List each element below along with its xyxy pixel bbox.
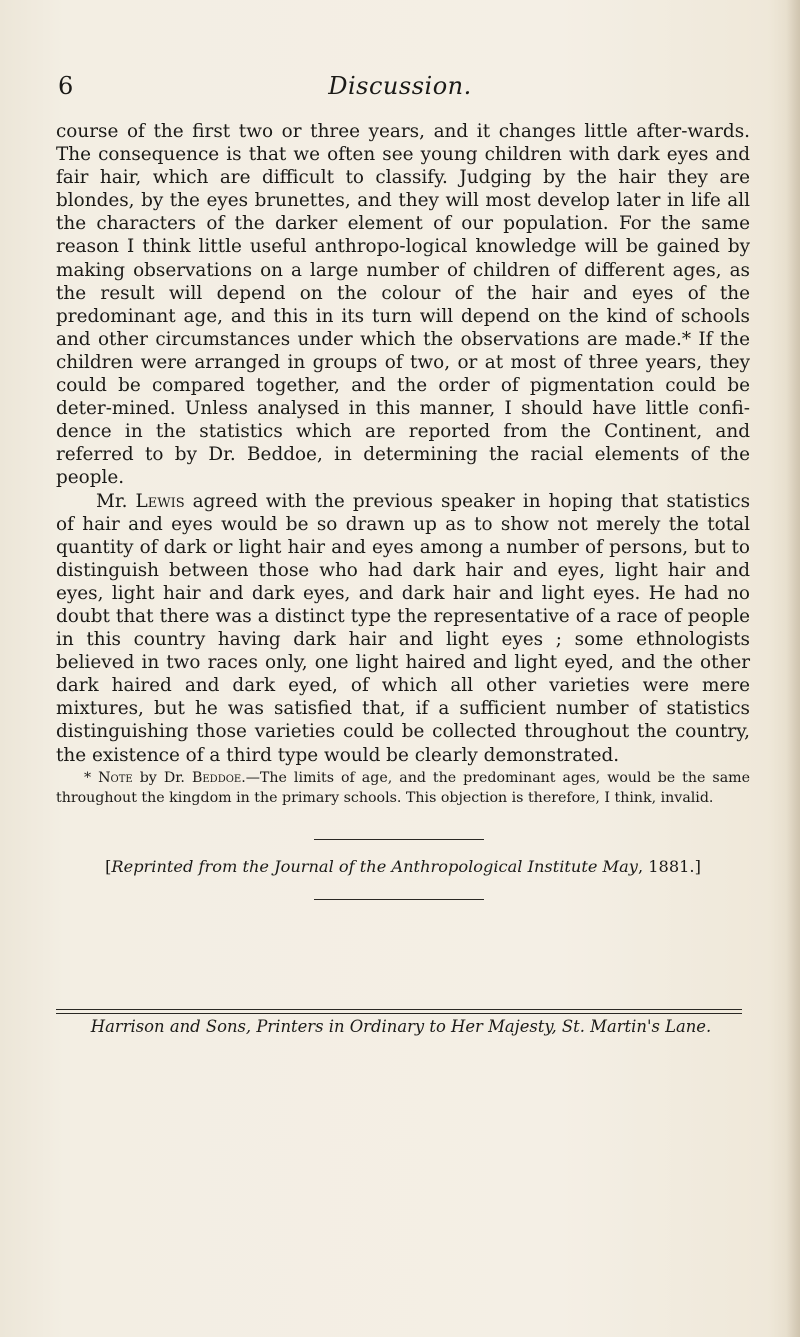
footnote-by: by Dr. (132, 770, 192, 786)
reprint-open-bracket: [ (105, 857, 112, 876)
footnote-marker: * (84, 770, 99, 786)
page-number: 6 (58, 72, 74, 100)
footnote-label: Note (98, 770, 133, 786)
footnote-author: Beddoe (191, 770, 242, 786)
divider-rule (314, 839, 484, 840)
running-head: Discussion. (328, 72, 472, 100)
paragraph-2-text: agreed with the previous speaker in hoping that statistics of hair and eyes would be so drawn up as to show not merely the total quantity of dark or light hair and eyes among a number of persons, but to distinguish between those who had dark hair and eyes, light hair and eyes, light hair and dark eyes, and dark hair and light eyes. He had no doubt that there was a distinct type the representative of a race of people in this country having dark hair and light eyes ; some ethnologists believed in two races only, one light haired and light eyed, and the other dark haired and dark eyed, of which all other varieties were mere mixtures, but he was satisfied that, if a sufficient number of statistics distinguishing those varieties could be collected throughout the country, the existence of a third type would be clearly demonstrated. (56, 490, 751, 766)
reprint-date: , 1881.] (637, 857, 701, 876)
divider-rule (314, 899, 484, 900)
body-text (56, 120, 750, 767)
reprint-note (56, 856, 750, 878)
speaker-prefix: Mr. (96, 490, 136, 512)
paragraph-2 (56, 490, 750, 767)
footnote-text: .—The limits of age, and the predominant ages, would be the same throughout the kingdom in the primary schools. This objection is therefore, I think, invalid. (56, 770, 751, 806)
footnote (56, 768, 750, 808)
paragraph-1: course of the first two or three years, and it changes little after-wards. The consequence is that we often see young children with dark eyes and fair hair, which are difficult to classify. Judging by the hair they are blondes, by the eyes brunettes, and they will most develop later in life all the characters of the darker element of our population. For the same reason I think little useful anthropo-logical knowledge will be gained by making observations on a large number of children of different ages, as the result will depend on the colour of the hair and eyes of the predominant age, and this in its turn will depend on the kind of schools and other circumstances under which the observations are made.* If the children were arranged in groups of two, or at most of three years, they could be compared together, and the order of pigmentation could be deter-mined. Unless analysed in this manner, I should have little confi-dence in the statistics which are reported from the Continent, and referred to by Dr. Beddoe, in determining the racial elements of the people. (56, 121, 750, 489)
reprint-source: Reprinted from the Journal of the Anthropological Institute May (111, 857, 638, 876)
page-header (58, 72, 742, 106)
double-rule-top (56, 1009, 742, 1010)
printer-imprint: Harrison and Sons, Printers in Ordinary to Her Majesty, St. Martin's Lane. (90, 1017, 712, 1036)
speaker-name: Lewis (135, 490, 185, 512)
double-rule-bottom (56, 1013, 742, 1014)
page-edge-shadow (786, 0, 800, 1337)
